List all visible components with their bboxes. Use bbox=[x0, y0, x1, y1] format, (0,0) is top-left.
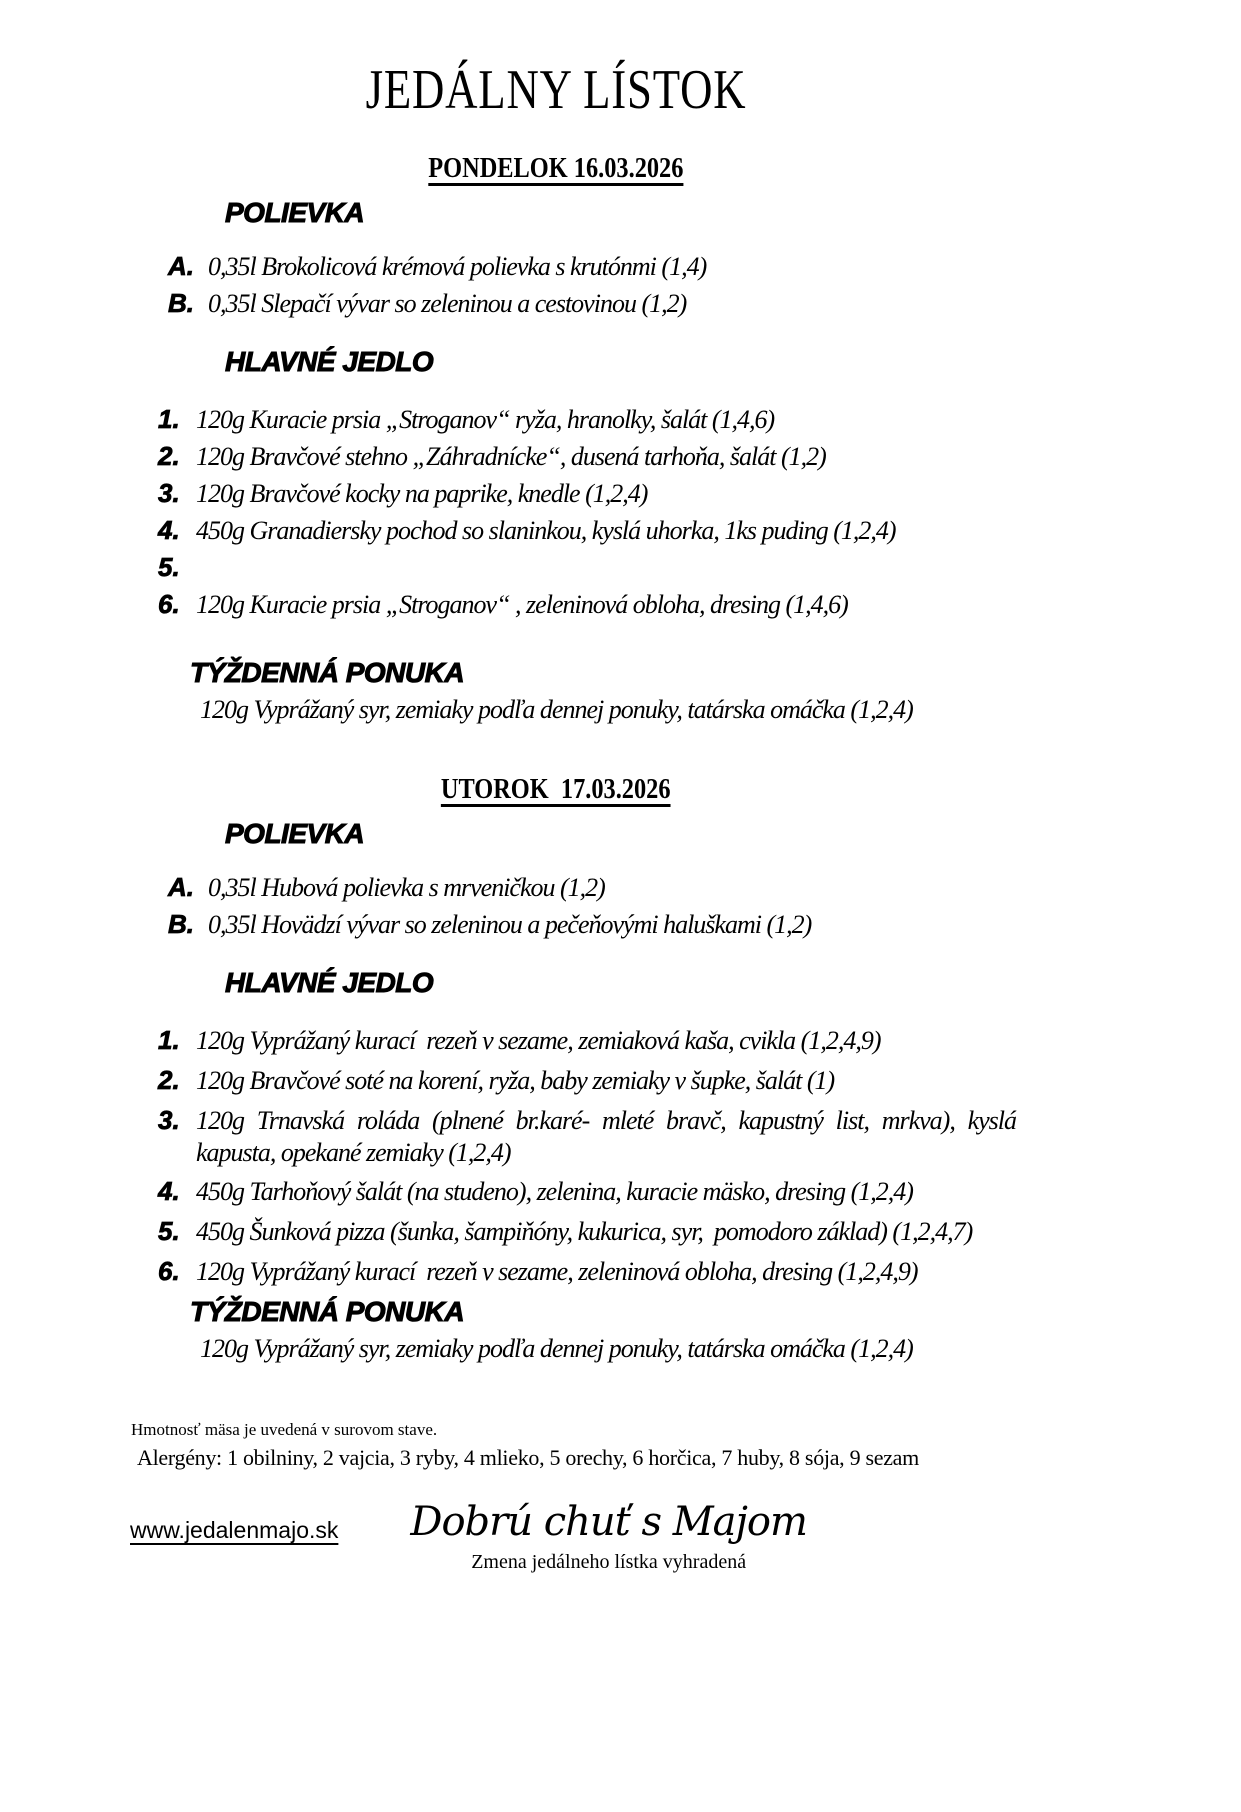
page-title: JEDÁLNY LÍSTOK bbox=[365, 59, 746, 121]
main-dish-list bbox=[158, 404, 1111, 622]
dish-number: 3. bbox=[158, 1105, 180, 1135]
main-dish-item bbox=[158, 1256, 1111, 1289]
main-dish-item bbox=[158, 589, 1111, 622]
dish-number: 4. bbox=[158, 1176, 180, 1207]
day-section-tuesday bbox=[0, 773, 1111, 1364]
soup-text: 0,35l Hovädzí vývar so zeleninou a pečeňovými haluškami (1,2) bbox=[208, 910, 812, 939]
dish-text: 120g Bravčové kocky na paprike, knedle (1,2,4) bbox=[196, 479, 648, 508]
menu-page bbox=[0, 58, 1111, 1574]
weight-note: Hmotnosť mäsa je uvedená v surovom stave. bbox=[131, 1420, 438, 1440]
main-dish-item bbox=[158, 515, 1111, 548]
weekly-offer-label: TÝŽDENNÁ PONUKA bbox=[190, 1296, 465, 1328]
dish-number: 1. bbox=[158, 404, 180, 434]
soup-letter: A. bbox=[168, 251, 194, 281]
dish-text: 120g Vyprážaný kurací rezeň v sezame, zemiaková kaša, cvikla (1,2,4,9) bbox=[196, 1026, 881, 1055]
soup-category-label: POLIEVKA bbox=[225, 197, 365, 228]
main-dish-item bbox=[158, 1216, 1111, 1249]
disclaimer: Zmena jedálneho lístka vyhradená bbox=[471, 1551, 747, 1574]
main-dish-item bbox=[158, 404, 1111, 437]
main-dish-item bbox=[158, 1105, 1111, 1169]
main-dish-item bbox=[158, 441, 1111, 474]
dish-number: 6. bbox=[158, 589, 180, 619]
day-heading: UTOROK 17.03.2026 bbox=[440, 773, 671, 805]
dish-text: 120g Bravčové stehno „Záhradnícke“, dusená tarhoňa, šalát (1,2) bbox=[196, 442, 826, 471]
weekly-offer-label: TÝŽDENNÁ PONUKA bbox=[190, 657, 465, 688]
soup-letter: B. bbox=[168, 909, 194, 939]
soup-letter: B. bbox=[168, 288, 194, 318]
soup-list bbox=[168, 251, 1111, 321]
dish-number: 2. bbox=[158, 441, 180, 471]
dish-text: 450g Šunková pizza (šunka, šampiňóny, kukurica, syr, pomodoro základ) (1,2,4,7) bbox=[196, 1217, 973, 1247]
main-dish-item bbox=[158, 1176, 1111, 1209]
soup-item bbox=[168, 872, 1111, 905]
day-heading: PONDELOK 16.03.2026 bbox=[427, 152, 684, 184]
dish-text: 120g Kuracie prsia „Stroganov“ , zeleninová obloha, dresing (1,4,6) bbox=[196, 590, 848, 619]
soup-text: 0,35l Hubová polievka s mrveničkou (1,2) bbox=[208, 873, 605, 902]
day-section-monday bbox=[0, 152, 1111, 725]
soup-letter: A. bbox=[168, 872, 194, 902]
soup-category-label: POLIEVKA bbox=[225, 818, 365, 849]
main-category-label: HLAVNÉ JEDLO bbox=[225, 346, 434, 377]
dish-number: 3. bbox=[158, 478, 180, 508]
main-dish-item bbox=[158, 478, 1111, 511]
dish-text: 120g Kuracie prsia „Stroganov“ ryža, hranolky, šalát (1,4,6) bbox=[196, 405, 775, 434]
allergens-note: Alergény: 1 obilniny, 2 vajcia, 3 ryby, 4 mlieko, 5 orechy, 6 horčica, 7 huby, 8 sója, 9 sezam bbox=[137, 1445, 919, 1471]
main-dish-list bbox=[158, 1025, 1111, 1289]
slogan: Dobrú chuť s Majom bbox=[410, 1499, 807, 1546]
weekly-offer-text: 120g Vyprážaný syr, zemiaky podľa dennej ponuky, tatárska omáčka (1,2,4) bbox=[200, 1334, 913, 1364]
dish-number: 1. bbox=[158, 1025, 180, 1055]
main-dish-item bbox=[158, 552, 1111, 585]
main-category-label: HLAVNÉ JEDLO bbox=[225, 967, 434, 998]
dish-text: 120g Bravčové soté na korení, ryža, baby zemiaky v šupke, šalát (1) bbox=[196, 1066, 835, 1095]
dish-text: 120g Trnavská roláda (plnené br.karé- mleté bravč, kapustný list, mrkva), kyslá kapusta, opekané zemiaky (1,2,4) bbox=[196, 1106, 1022, 1168]
dish-number: 5. bbox=[158, 552, 180, 582]
dish-number: 2. bbox=[158, 1065, 180, 1095]
soup-text: 0,35l Slepačí vývar so zeleninou a cestovinou (1,2) bbox=[208, 289, 687, 318]
dish-text: 450g Tarhoňový šalát (na studeno), zelenina, kuracie mäsko, dresing (1,2,4) bbox=[196, 1177, 913, 1207]
main-dish-item bbox=[158, 1065, 1111, 1098]
dish-text: 120g Vyprážaný kurací rezeň v sezame, zeleninová obloha, dresing (1,2,4,9) bbox=[196, 1257, 918, 1287]
footer-bottom-row bbox=[130, 1499, 1111, 1574]
soup-list bbox=[168, 872, 1111, 942]
dish-number: 5. bbox=[158, 1216, 180, 1247]
page-footer bbox=[0, 1420, 1111, 1574]
dish-text: 450g Granadiersky pochod so slaninkou, kyslá uhorka, 1ks puding (1,2,4) bbox=[196, 516, 896, 545]
soup-text: 0,35l Brokolicová krémová polievka s krutónmi (1,4) bbox=[208, 252, 707, 281]
main-dish-item bbox=[158, 1025, 1111, 1058]
dish-number: 4. bbox=[158, 515, 180, 545]
slogan-block bbox=[410, 1499, 807, 1574]
dish-number: 6. bbox=[158, 1256, 180, 1287]
soup-item bbox=[168, 288, 1111, 321]
website-link[interactable]: www.jedalenmajo.sk bbox=[130, 1517, 339, 1544]
soup-item bbox=[168, 909, 1111, 942]
weekly-offer-text: 120g Vyprážaný syr, zemiaky podľa dennej ponuky, tatárska omáčka (1,2,4) bbox=[200, 695, 913, 724]
soup-item bbox=[168, 251, 1111, 284]
